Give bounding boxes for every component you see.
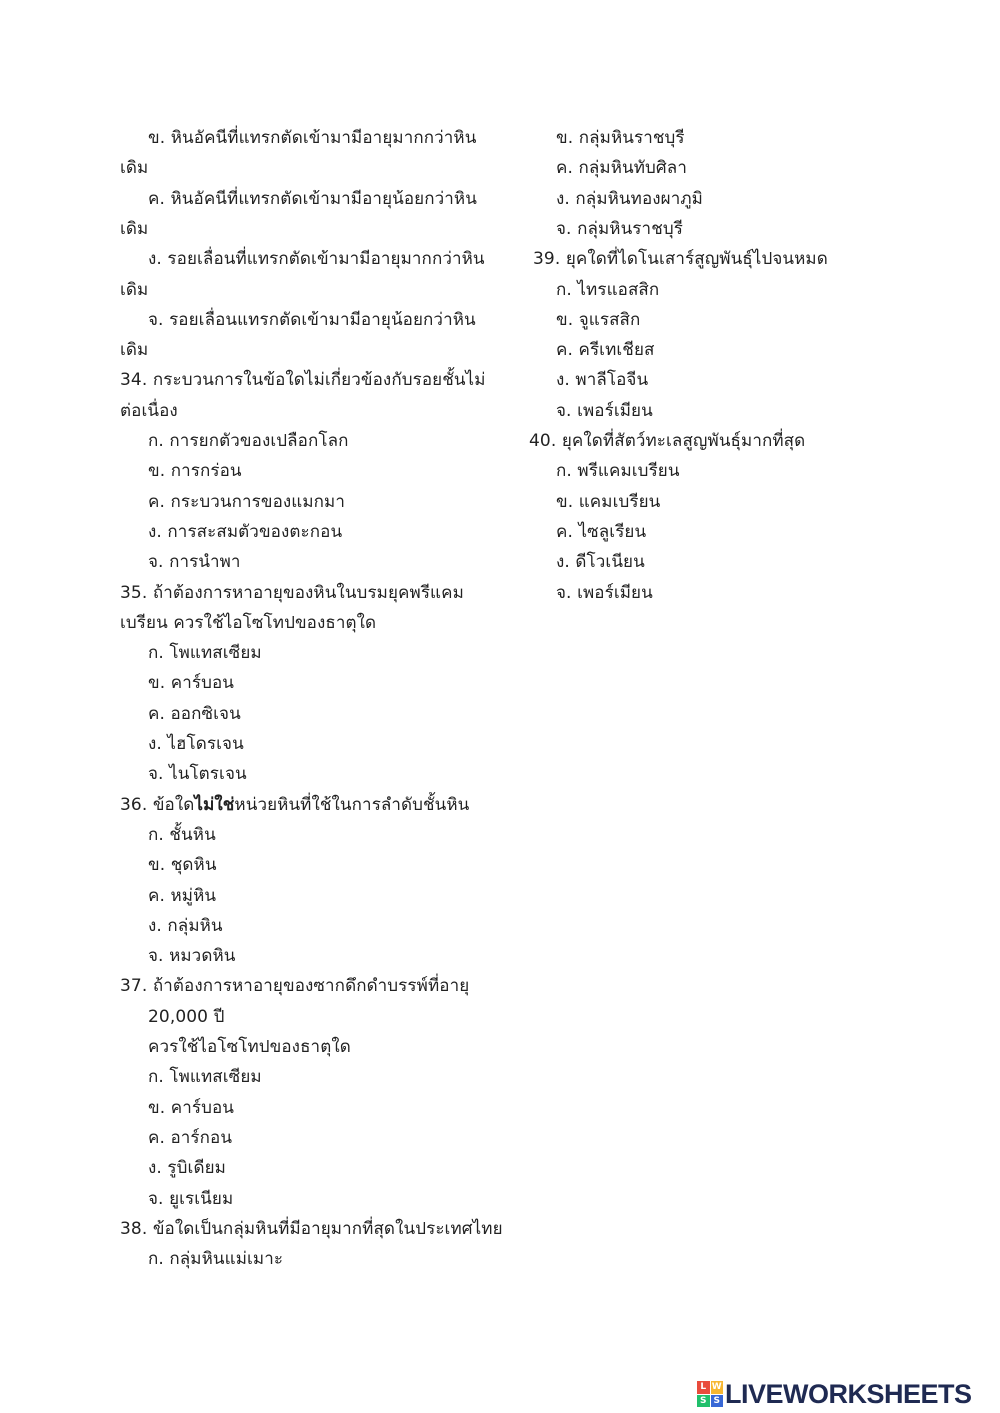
text-line: ค. ออกซิเจน	[148, 703, 241, 724]
logo-icon-cell: S	[697, 1395, 710, 1408]
liveworksheets-logo[interactable]	[697, 1378, 997, 1410]
text-line: ข. แคมเบรียน	[556, 491, 661, 512]
logo-icon	[697, 1381, 723, 1407]
text-line: 37. ถ้าต้องการหาอายุของซากดึกดำบรรพ์ที่อายุ	[120, 976, 470, 997]
text-line: จ. เพอร์เมียน	[556, 582, 653, 603]
question-36	[120, 794, 469, 816]
text-line: ก. พรีแคมเบรียน	[556, 461, 680, 482]
text-line: จ. เพอร์เมียน	[556, 400, 653, 421]
text-line: 20,000 ปี	[148, 1006, 225, 1027]
text-line: เบรียน ควรใช้ไอโซโทปของธาตุใด	[120, 612, 377, 633]
text-line: ง. รูบิเดียม	[148, 1158, 226, 1179]
text-line: ข. การกร่อน	[148, 461, 242, 482]
text-line: เดิม	[120, 340, 149, 361]
text-line: ก. ไทรแอสสิก	[556, 279, 660, 300]
text-line: ค. หินอัคนีที่แทรกตัดเข้ามามีอายุน้อยกว่าหิน	[148, 188, 477, 209]
logo-icon-cell: L	[697, 1381, 710, 1394]
text-line: 39. ยุคใดที่ไดโนเสาร์สูญพันธุ์ไปจนหมด	[533, 249, 828, 270]
text-line: 40. ยุคใดที่สัตว์ทะเลสูญพันธุ์มากที่สุด	[529, 431, 806, 451]
text-line: ข. หินอัคนีที่แทรกตัดเข้ามามีอายุมากกว่าหิน	[148, 128, 477, 148]
logo-icon-cell: S	[711, 1395, 724, 1408]
text-line: ค. อาร์กอน	[148, 1127, 233, 1148]
text-line: ข. คาร์บอน	[148, 673, 234, 694]
text-line: จ. กลุ่มหินราชบุรี	[556, 218, 683, 239]
text-line: ค. ครีเทเชียส	[556, 340, 655, 361]
text-line: ง. กลุ่มหินทองผาภูมิ	[556, 188, 703, 209]
text-line: ค. กลุ่มหินทับศิลา	[556, 158, 687, 179]
text-line: ค. ไซลูเรียน	[556, 521, 647, 542]
text-line: เดิม	[120, 158, 149, 179]
text-line: ข. กลุ่มหินราชบุรี	[556, 128, 685, 148]
text-line: ก. ชั้นหิน	[148, 824, 216, 845]
text-line: 34. กระบวนการในข้อใดไม่เกี่ยวข้องกับรอยชั้นไม่	[120, 370, 486, 391]
text-line: จ. ยูเรเนียม	[148, 1188, 234, 1209]
logo-text: LIVEWORKSHEETS	[725, 1378, 972, 1409]
text-line: ง. ไฮโดรเจน	[148, 734, 244, 754]
text-line: 38. ข้อใดเป็นกลุ่มหินที่มีอายุมากที่สุดในประเทศไทย	[120, 1218, 503, 1239]
question-36-emphasis: ไม่ใช่	[194, 794, 235, 815]
logo-icon-cell: W	[711, 1382, 722, 1393]
text-line: 35. ถ้าต้องการหาอายุของหินในบรมยุคพรีแคม	[120, 582, 464, 603]
text-line: เดิม	[120, 279, 149, 300]
text-line: ง. กลุ่มหิน	[148, 915, 223, 936]
text-line: ข. จูแรสสิก	[556, 309, 641, 330]
text-line: ควรใช้ไอโซโทปของธาตุใด	[148, 1037, 351, 1057]
text-line: ง. การสะสมตัวของตะกอน	[148, 521, 343, 542]
text-line: ก. โพแทสเซียม	[148, 1067, 262, 1088]
text-line: จ. ไนโตรเจน	[148, 764, 247, 785]
text-line: เดิม	[120, 218, 149, 239]
text-line: ต่อเนื่อง	[120, 400, 178, 421]
question-36-prefix: 36. ข้อใด	[120, 794, 195, 815]
text-line: จ. หมวดหิน	[148, 946, 236, 967]
text-line: จ. รอยเลื่อนแทรกตัดเข้ามามีอายุน้อยกว่าหิน	[148, 309, 476, 330]
text-line: ก. โพแทสเซียม	[148, 643, 262, 664]
text-line: ง. รอยเลื่อนที่แทรกตัดเข้ามามีอายุมากกว่าหิน	[148, 249, 485, 270]
text-line: จ. การนำพา	[148, 552, 241, 573]
question-36-suffix: หน่วยหินที่ใช้ในการลำดับชั้นหิน	[234, 794, 470, 815]
text-line: ค. กระบวนการของแมกมา	[148, 491, 346, 512]
text-line: ข. คาร์บอน	[148, 1097, 234, 1118]
text-line: ง. ดีโวเนียน	[556, 552, 645, 573]
text-line: ก. การยกตัวของเปลือกโลก	[148, 431, 349, 451]
text-line: ง. พาลีโอจีน	[556, 370, 649, 391]
text-line: ค. หมู่หิน	[148, 885, 217, 906]
text-line: ก. กลุ่มหินแม่เมาะ	[148, 1249, 284, 1270]
text-line: ข. ชุดหิน	[148, 855, 217, 876]
